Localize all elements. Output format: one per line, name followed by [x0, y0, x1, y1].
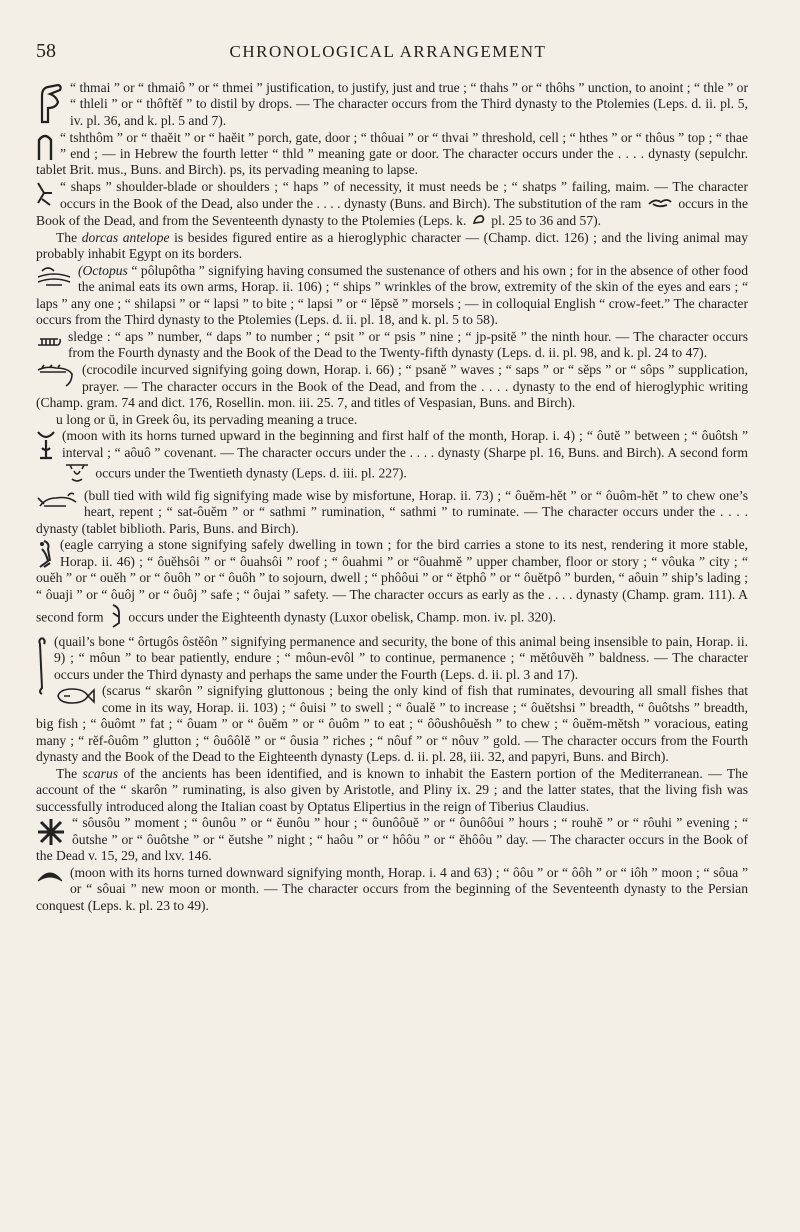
bull-tied-fig-hieroglyph-icon [36, 490, 78, 512]
running-head: CHRONOLOGICAL ARRANGEMENT [229, 42, 547, 61]
entry-star: “ sôusôu ” moment ; “ ôunôu ” or “ ĕunôu ” hour ; “ ôunôôuĕ ” or “ ôunôôui ” hours ; “ rouhĕ ” or “ rôuhi ” evening ; “ ôutshe ” or “ ôuôtshe ” or “ ĕutshe ” night ; “ haôu ” or “ hôôu ” or “ ĕhôôu ” day. — The character occurs in the Book of the Dead v. 15, 29, and lxv. 146. [36, 815, 748, 864]
entry-scarus: (scarus “ skarôn ” signifying gluttonous ; being the only kind of fish that ruminates, devouring all small fishes that come in its way, Horap. ii. 103) ; “ ôuisi ” to swell ; “ ôualĕ ” to increase ; “ ôuĕtshsi ” breadth, “ ôuôtshs ” breadth, big fish ; “ ôuômt ” fat ; “ ôuam ” or “ ôuĕm ” or “ ôuôm ” to eat ; “ ôôushôuĕsh ” to chew ; “ ôuĕm-mĕtsh ” voracious, eating many ; “ rĕf-ôuôm ” glutton ; “ ôuôôlĕ ” or “ ôusia ” riches ; “ nôuf ” or “ nôuv ” gold. — The character occurs from the Fourth dynasty and the Book of the Dead to the Eighteenth dynasty (Leps. d. ii. pl. 28, iii. 32, and papyri, Buns. and Birch). [36, 683, 748, 765]
entry-dorcas: The dorcas antelope is besides figured entire as a hieroglyphic character — (Champ. dict. 126) ; and the living animal may probably inhabit Egypt on its borders. [36, 229, 749, 262]
body-text [36, 80, 748, 914]
star-hieroglyph-icon [36, 817, 66, 847]
sledge-hieroglyph-icon [36, 331, 62, 349]
entry-sledge: sledge : “ aps ” number, “ daps ” to number ; “ psit ” or “ psis ” nine ; “ jp-psitĕ ” the ninth hour. — The character occurs from the Fourth dynasty and the Book of the Dead to the Twenty-fifth dynasty (Leps. d. ii. pl. 98, and k. pl. 24 to 47). [36, 329, 748, 362]
shoulder-blade-hieroglyph-icon [36, 181, 54, 207]
entry-moon-down: (moon with its horns turned downward signifying month, Horap. i. 4 and 63) ; “ ôôu ” or “ ôôh ” or “ iôh ” moon ; “ sôua ” or “ sôuai ” new moon or month. — The character occurs from the beginning of the Seventeenth dynasty to the Persian conquest (Leps. k. pl. 23 to 49). [36, 864, 748, 913]
entry-crocodile: (crocodile incurved signifying going down, Horap. i. 66) ; “ psanĕ ” waves ; “ saps ” or “ sĕps ” or “ sôps ” supplication, prayer. — The character occurs in the Book of the Dead, and from the . . . . dynasty to the end of hieroglyphic writing (Champ. gram. 74 and dict. 176, Rosellin. mon. iii. 25. 7, and titles of Vespasian, Buns. and Birch). [36, 362, 748, 411]
entry-thmai: “ thmai ” or “ thmaiô ” or “ thmei ” justification, to justify, just and true ; “ thahs ” or “ thôhs ” unction, to anoint ; “ thle ” or “ thleli ” or “ thôftĕf ” to distil by drops. — The character occurs from the Third dynasty to the Ptolemies (Leps. d. ii. pl. 5, iv. pl. 36, and k. pl. 5 and 7). [36, 80, 748, 129]
crocodile-hieroglyph-icon [36, 364, 76, 390]
entry-octopus: (Octopus “ pôlupôtha ” signifying having consumed the sustenance of others and his own ; for in the absence of other food the animal eats its own arms, Horap. ii. 106) ; “ ships ” wrinkles of the brow, extremity of the skin of the eyes and ears ; “ laps ” any one ; “ shilapsi ” or “ lapsi ” to bite ; “ lapsi ” or “ lĕpsĕ ” morsels ; — in colloquial English “ crow-feet.” The character occurs from the Third dynasty to the Ptolemies (Leps. d. ii. pl. 18, and k. pl. 5 to 58). [36, 263, 748, 328]
moon-horns-up-hieroglyph-icon [36, 430, 56, 462]
entry-tshthom: “ tshthôm ” or “ thaĕit ” or “ haĕit ” porch, gate, door ; “ thôuai ” or “ thvai ” threshold, cell ; “ hthes ” or “ thôus ” top ; “ thae ” end ; — in Hebrew the fourth letter “ thld ” meaning gate or door. The character occurs under the . . . . dynasty (sepulchr. tablet Brit. mus., Buns. and Birch). ps, its pervading meaning to lapse. [36, 129, 748, 178]
entry-scarus-note: The scarus of the ancients has been identified, and is known to inhabit the Eastern portion of the Mediterranean. — The account of the “ skarôn ” ruminating, is also given by Aristotle, and Pliny ix. 29 ; and the latter states, that the living fish was successfully introduced along the Italian coast by Optatus Elipertius in the reign of Tiberius Claudius. [36, 765, 749, 814]
moon-horns-up-variant-hieroglyph-icon [64, 461, 90, 487]
scarus-fish-hieroglyph-icon [54, 685, 96, 707]
page-header [36, 40, 740, 64]
entry-u-lead: u long or ū, in Greek ôu, its pervading meaning a truce. [56, 411, 358, 427]
entry-eagle: (eagle carrying a stone signifying safely dwelling in town ; for the bird carries a stone to its nest, rendering it more stable, Horap. ii. 46) ; “ ôuĕhsôi ” or “ ôuahsôi ” roof ; “ ôuahmi ” or “ôuahmĕ ” upper chamber, floor or story ; “ vôuka ” city ; “ ouĕh ” or “ ouĕh ” or “ ôuôh ” or “ ôuôh ” to sojourn, dwell ; “ phôôui ” or “ ĕtphô ” or “ ôuĕtpô ” burden, “ aôuin ” ship’s lading ; “ ôuaji ” or “ ôuôj ” or “ ôuôj ” safe ; “ ôujai ” safety. — The character occurs as early as the . . . . dynasty (Champ. gram. 111). A second form occurs under the Eighteenth dynasty (Luxor obelisk, Champ. mon. iv. pl. 320). [36, 537, 748, 633]
entry-moon-up: (moon with its horns turned upward in the beginning and first half of the month, Horap. i. 4) ; “ ôutĕ ” between ; “ ôuôtsh ” interval ; “ aôuô ” covenant. — The character occurs under the . . . . dynasty (Sharpe pl. 16, Buns. and Birch). A second form occurs under the Twentieth dynasty (Leps. d. iii. pl. 227). [36, 428, 748, 487]
quail-bone-hieroglyph-icon [36, 636, 48, 696]
entry-bull: (bull tied with wild fig signifying made wise by misfortune, Horap. ii. 73) ; “ ôuĕm-hĕt ” or “ ôuôm-hĕt ” to chew one’s heart, repent ; “ sat-ôuĕm ” or “ sathmi ” rumination, “ sathmi ” to ruminate. — The character occurs under the . . . . dynasty (tablet biblioth. Paris, Buns. and Birch). [36, 487, 748, 536]
eagle-variant-hieroglyph-icon [109, 603, 123, 633]
moon-horns-down-hieroglyph-icon [36, 867, 64, 883]
hand-hieroglyph-icon [36, 82, 64, 126]
entry-shaps: “ shaps ” shoulder-blade or shoulders ; “ haps ” of necessity, it must needs be ; “ shatps ” failing, maim. — The character occurs in the Book of the Dead, also under the . . . . dynasty (Buns. and Birch). The substitution of the ram occurs in the Book of the Dead, and from the Seventeenth dynasty to the Ptolemies (Leps. k. pl. 25 to 36 and 57). [36, 179, 748, 230]
ram-hieroglyph-icon [647, 196, 673, 212]
octopus-hieroglyph-icon [36, 265, 72, 287]
eagle-stone-hieroglyph-icon [36, 539, 54, 569]
door-hieroglyph-icon [36, 132, 54, 162]
entry-quail-bone: (quail’s bone “ ôrtugôs ôstĕôn ” signifying permanence and security, the bone of this animal being insensible to pain, Horap. ii. 9) ; “ môun ” to bear patiently, endure ; “ môun-evôl ” to continue, permanence ; “ mĕtôuvĕh ” baldness. — The character occurs under the Third dynasty and perhaps the same under the Fourth (Leps. d. ii. pl. 3 and 17). [36, 634, 748, 683]
ram-variant-hieroglyph-icon [472, 213, 486, 229]
page-number: 58 [36, 40, 56, 62]
